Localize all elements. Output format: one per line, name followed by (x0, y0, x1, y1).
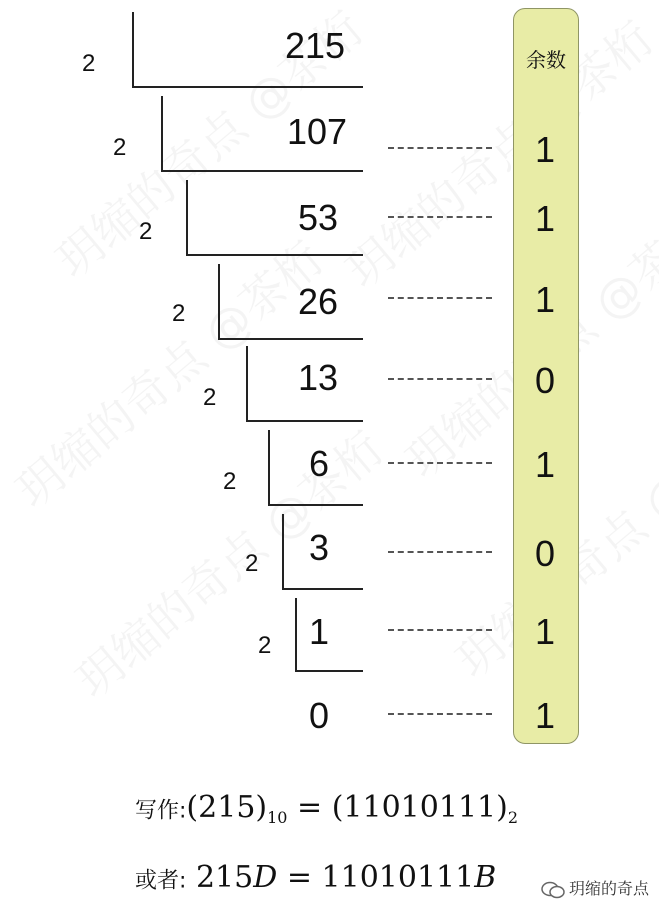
remainder-header: 余数 (526, 48, 566, 72)
division-bracket (295, 670, 363, 672)
division-bracket (268, 430, 270, 506)
dash-connector (388, 297, 492, 299)
equals-sign: = (287, 790, 332, 825)
division-bracket (282, 514, 284, 590)
division-bracket (161, 170, 363, 172)
formula-label: 或者: (135, 868, 187, 894)
dash-connector (388, 147, 492, 149)
divisor: 2 (245, 550, 259, 577)
remainder-value: 1 (534, 279, 556, 320)
divisor: 2 (203, 384, 217, 411)
division-bracket (282, 588, 363, 590)
chat-bubble-icon (541, 881, 565, 899)
formula-label: 写作: (135, 798, 187, 824)
quotient: 215 (285, 25, 346, 66)
binary-value: 11010111 (321, 860, 475, 895)
division-bracket (132, 12, 134, 88)
decimal-value: 215 (198, 790, 256, 825)
decimal-base: 10 (267, 808, 288, 827)
quotient: 6 (309, 443, 330, 484)
formula-alternative (135, 860, 496, 895)
watermark (330, 4, 659, 301)
quotient: 53 (298, 197, 339, 238)
remainder-value: 1 (534, 198, 556, 239)
dash-connector (388, 551, 492, 553)
quotient: 3 (309, 527, 330, 568)
binary-base: 2 (507, 808, 519, 827)
division-bracket (295, 598, 297, 672)
division-bracket (161, 96, 163, 172)
remainder-value: 0 (534, 360, 556, 401)
paren-open: ( (331, 790, 344, 825)
quotient: 1 (309, 611, 330, 652)
paren-open: ( (186, 790, 199, 825)
paren-close: ) (255, 790, 268, 825)
quotient: 107 (287, 111, 348, 152)
division-bracket (218, 264, 220, 340)
division-bracket (186, 180, 188, 256)
remainder-value: 0 (534, 533, 556, 574)
remainder-value: 1 (534, 611, 556, 652)
dash-connector (388, 629, 492, 631)
dash-connector (388, 216, 492, 218)
equals-sign: = (277, 860, 322, 895)
watermark (0, 224, 339, 521)
division-bracket (186, 254, 363, 256)
divisor: 2 (113, 134, 127, 161)
brand-badge (541, 876, 649, 899)
remainder-value: 1 (534, 444, 556, 485)
divisor: 2 (139, 218, 153, 245)
division-bracket (268, 504, 363, 506)
dash-connector (388, 378, 492, 380)
division-bracket (132, 86, 363, 88)
formula-written-as (135, 790, 518, 827)
binary-suffix: B (474, 860, 497, 895)
dash-connector (388, 713, 492, 715)
divisor: 2 (172, 300, 186, 327)
division-bracket (246, 346, 248, 422)
watermark (60, 414, 396, 711)
brand-name: 玥缩的奇点 (568, 879, 649, 898)
divisor: 2 (82, 50, 96, 77)
remainder-value: 1 (534, 695, 556, 736)
divisor: 2 (223, 468, 237, 495)
quotient: 0 (309, 695, 330, 736)
dash-connector (388, 462, 492, 464)
quotient: 13 (298, 357, 339, 398)
divisor: 2 (258, 632, 272, 659)
paren-close: ) (496, 790, 508, 825)
remainder-value: 1 (534, 129, 556, 170)
division-bracket (246, 420, 363, 422)
decimal-suffix: D (253, 860, 278, 895)
decimal-value: 215 (195, 860, 254, 895)
binary-value: 11010111 (343, 790, 497, 825)
quotient: 26 (298, 281, 339, 322)
division-bracket (218, 338, 363, 340)
